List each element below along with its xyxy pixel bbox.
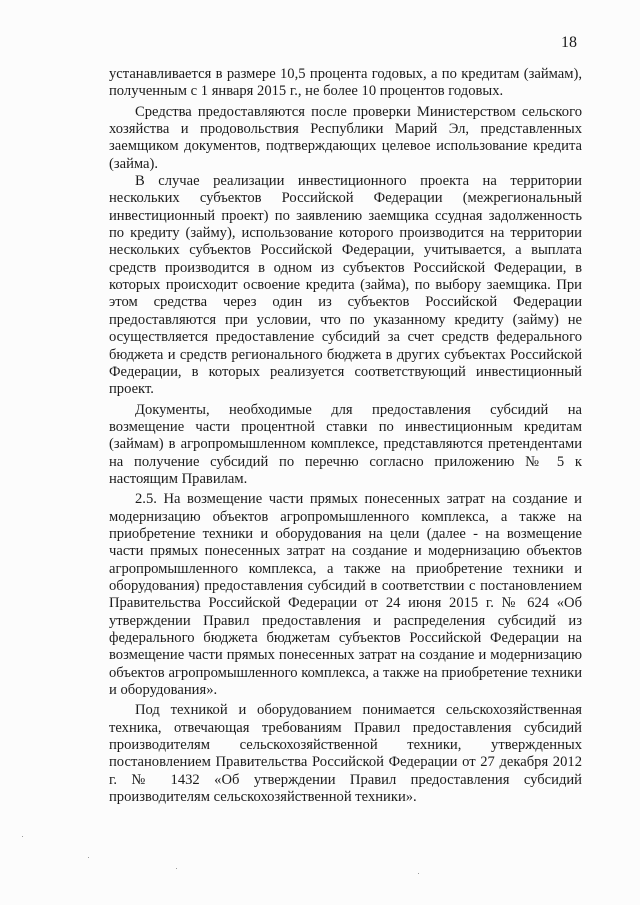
paragraph-required-documents: Документы, необходимые для предоставления субсидий на возмещение части процентной ставки по инвестиционным кредитам (займам) в агропромышленном комплексе, представляются претендентами на получение субсидий по перечню согласно приложению № 5 к настоящим Правилам. (109, 401, 582, 487)
scan-speck (418, 873, 419, 874)
paragraph-interregional-project: В случае реализации инвестиционного проекта на территории нескольких субъектов Российской Федерации (межрегиональный инвестиционный проект) по заявлению заемщика ссудная задолженность по кредиту (займу), использование которого производится на территории нескольких субъектов Российской Федерации, учитывается, а выплата средств производится в одном из субъектов Российской Федерации, в которых происходит освоение кредита (займа), по выбору заемщика. При этом средства через один из субъектов Российской Федерации предоставляются при условии, что по указанному кредиту (займу) не осуществляется предоставление субсидий за счет средств федерального бюджета и средств регионального бюджета в других субъектах Российской Федерации, в которых реализуется соответствующий инвестиционный проект. (109, 173, 582, 398)
paragraph-interest-rate: устанавливается в размере 10,5 процента годовых, а по кредитам (займам), полученным с 1 января 2015 г., не более 10 процентов годовых. (109, 66, 582, 100)
scan-speck (22, 836, 23, 837)
paragraph-equipment-definition: Под техникой и оборудованием понимается сельскохозяйственная техника, отвечающая требованиям Правил предоставления субсидий производителям сельскохозяйственной техники, утвержденных постановлением Правительства Российской Федерации от 27 декабря 2012 г. № 1432 «Об утверждении Правил предоставления субсидий производителям сельскохозяйственной техники». (109, 702, 582, 806)
paragraph-funds-after-check: Средства предоставляются после проверки Министерством сельского хозяйства и продовольствия Республики Марий Эл, представленных заемщиком документов, подтверждающих целевое использование кредита (займа). (109, 103, 582, 172)
paragraph-section-2-5: 2.5. На возмещение части прямых понесенных затрат на создание и модернизацию объектов агропромышленного комплекса, а также на приобретение техники и оборудования на цели (далее - на возмещение части прямых понесенных затрат на создание и модернизацию объектов агропромышленного комплекса, а также на приобретение техники и оборудования) предоставления субсидий в соответствии с постановлением Правительства Российской Федерации от 24 июня 2015 г. № 624 «Об утверждении Правил предоставления и распределения субсидий из федерального бюджета бюджетам субъектов Российской Федерации на возмещение части прямых понесенных затрат на создание и модернизацию объектов агропромышленного комплекса, а также на приобретение техники и оборудования». (109, 491, 582, 699)
body-text (109, 66, 582, 806)
scan-speck (88, 857, 89, 858)
scan-speck (176, 868, 177, 869)
page-number: 18 (561, 34, 577, 51)
